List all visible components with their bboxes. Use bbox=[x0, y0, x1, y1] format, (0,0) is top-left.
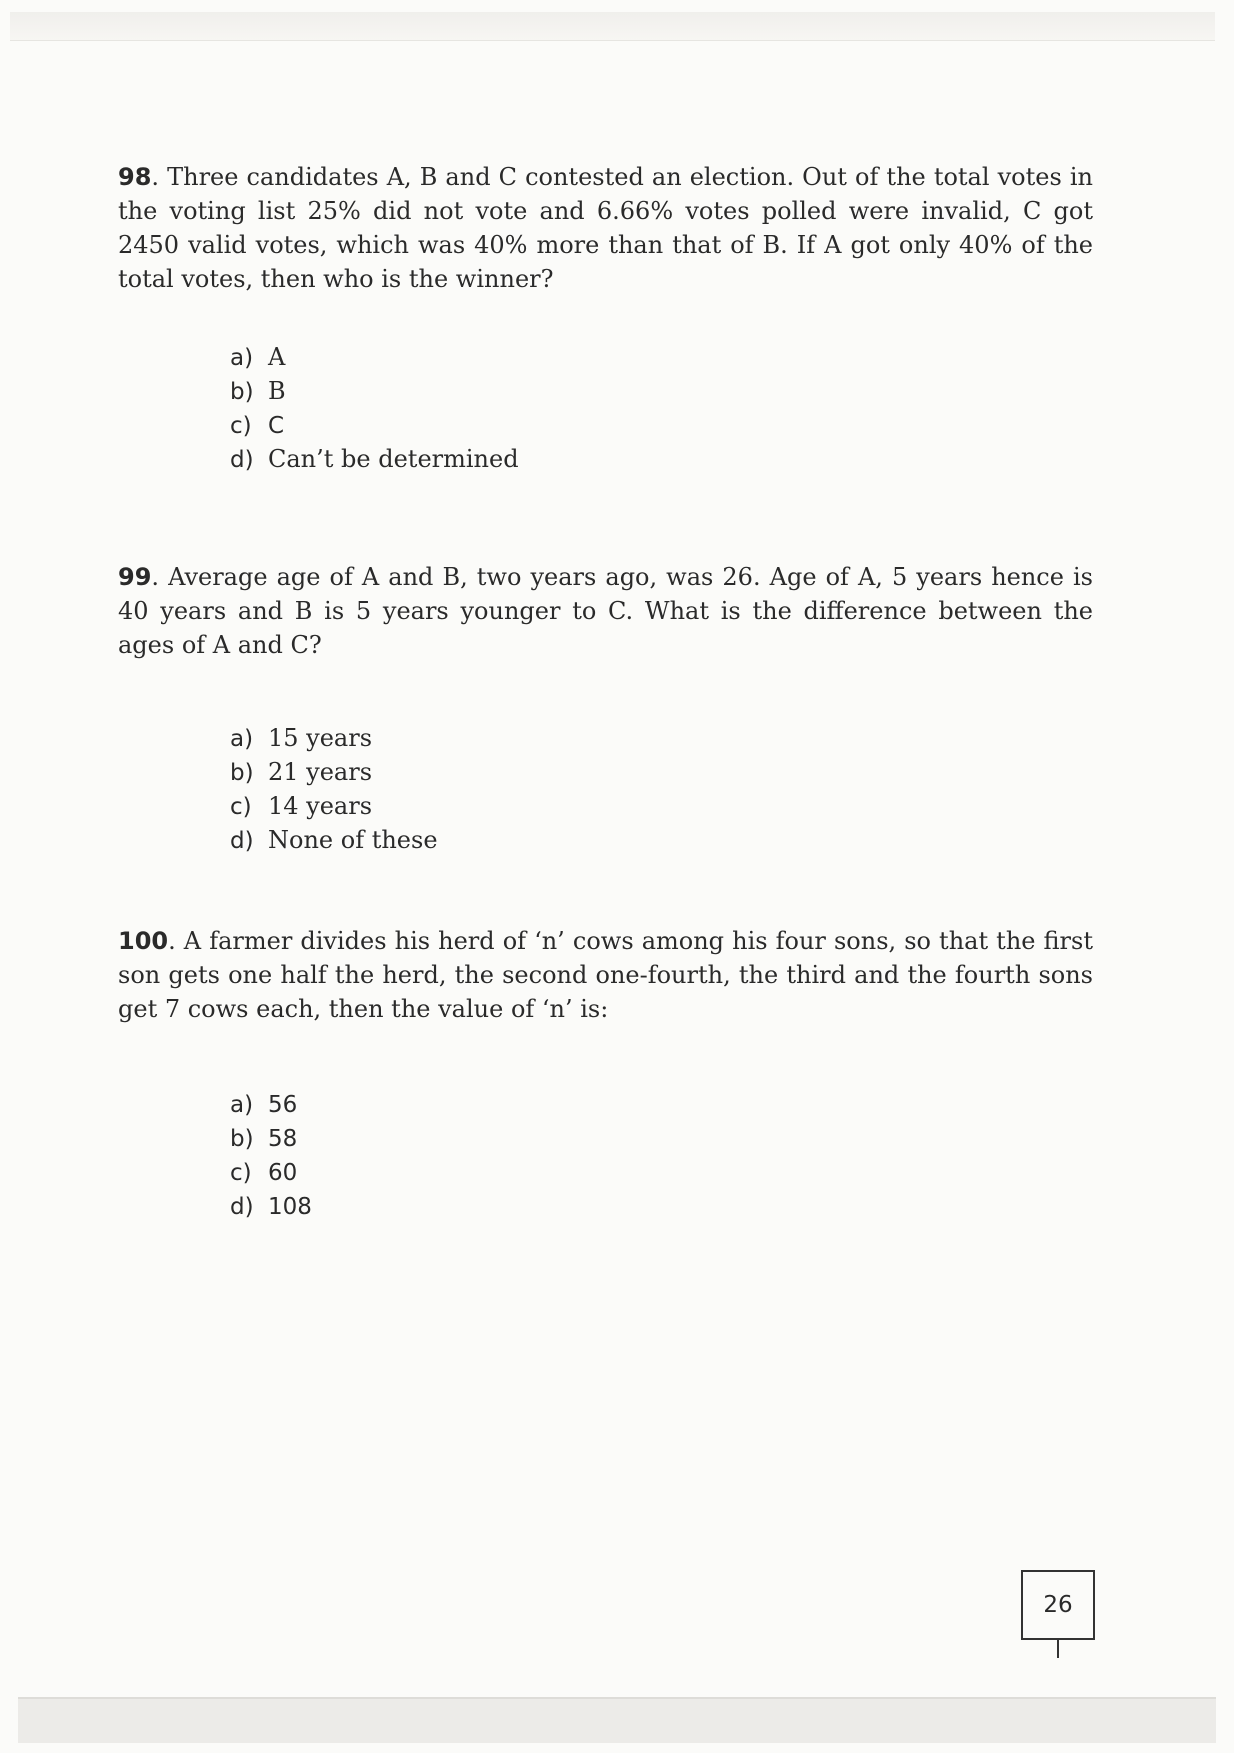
question-98 bbox=[118, 160, 1093, 296]
option-d bbox=[230, 1189, 312, 1223]
option-text: 56 bbox=[268, 1092, 298, 1118]
option-d bbox=[230, 442, 519, 476]
option-text: B bbox=[268, 377, 286, 405]
option-text: 108 bbox=[268, 1194, 312, 1220]
question-99-options bbox=[230, 721, 438, 857]
option-letter: c) bbox=[230, 794, 252, 820]
question-number: 98 bbox=[118, 163, 152, 191]
question-99 bbox=[118, 560, 1093, 662]
option-letter: c) bbox=[230, 1160, 252, 1186]
option-letter: a) bbox=[230, 345, 254, 371]
option-b bbox=[230, 1121, 312, 1155]
scan-bottom-band bbox=[18, 1697, 1216, 1743]
option-letter: a) bbox=[230, 1092, 254, 1118]
option-text: 15 years bbox=[268, 724, 373, 752]
option-letter: b) bbox=[230, 1126, 254, 1152]
option-text: None of these bbox=[268, 826, 438, 854]
option-c bbox=[230, 789, 438, 823]
question-number: 99 bbox=[118, 563, 152, 591]
question-100 bbox=[118, 924, 1093, 1026]
option-letter: d) bbox=[230, 1194, 254, 1220]
option-letter: b) bbox=[230, 760, 254, 786]
option-letter: c) bbox=[230, 413, 252, 439]
option-a bbox=[230, 340, 519, 374]
option-letter: a) bbox=[230, 726, 254, 752]
page-number-tick bbox=[1057, 1640, 1059, 1658]
question-text: . Average age of A and B, two years ago, was 26. Age of A, 5 years hence is 40 years and B is 5 years younger to C. What is the difference between the ages of A and C? bbox=[118, 563, 1093, 659]
question-text: . A farmer divides his herd of ‘n’ cows among his four sons, so that the first son gets one half the herd, the second one-fourth, the third and the fourth sons get 7 cows each, then the value of ‘n’ is: bbox=[118, 927, 1093, 1023]
option-text: 21 years bbox=[268, 758, 373, 786]
option-d bbox=[230, 823, 438, 857]
option-text: 58 bbox=[268, 1126, 298, 1152]
option-letter: d) bbox=[230, 447, 254, 473]
option-a bbox=[230, 721, 438, 755]
option-text: C bbox=[268, 413, 285, 439]
option-text: Can’t be determined bbox=[268, 445, 519, 473]
question-100-options bbox=[230, 1087, 312, 1223]
option-letter: d) bbox=[230, 828, 254, 854]
option-c bbox=[230, 1155, 312, 1189]
option-a bbox=[230, 1087, 312, 1121]
option-letter: b) bbox=[230, 379, 254, 405]
scan-top-band bbox=[10, 12, 1215, 41]
option-c bbox=[230, 408, 519, 442]
option-b bbox=[230, 374, 519, 408]
page-number: 26 bbox=[1021, 1570, 1095, 1640]
option-text: 60 bbox=[268, 1160, 298, 1186]
option-text: 14 years bbox=[268, 792, 373, 820]
question-text: . Three candidates A, B and C contested an election. Out of the total votes in the voting list 25% did not vote and 6.66% votes polled were invalid, C got 2450 valid votes, which was 40% more than that of B. If A got only 40% of the total votes, then who is the winner? bbox=[118, 163, 1093, 293]
option-b bbox=[230, 755, 438, 789]
option-text: A bbox=[268, 343, 286, 371]
question-number: 100 bbox=[118, 927, 169, 955]
question-98-options bbox=[230, 340, 519, 476]
